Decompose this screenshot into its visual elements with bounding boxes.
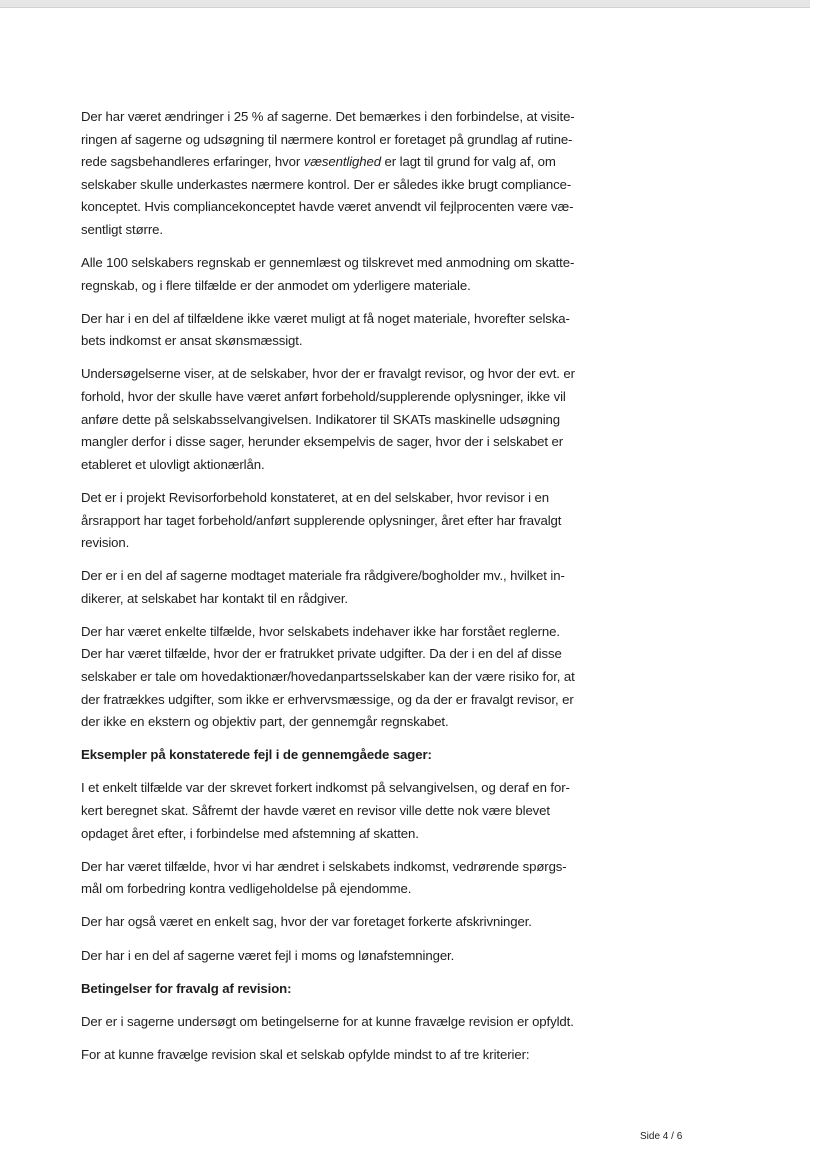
- text-line: [81, 621, 641, 644]
- text-segment: dikerer, at selskabet har kontakt til en rådgiver.: [81, 590, 348, 606]
- text-segment: Der har i en del af sagerne været fejl i moms og lønafstemninger.: [81, 947, 455, 963]
- text-segment: ringen af sagerne og udsøgning til nærmere kontrol er foretaget på grundlag af rutine-: [81, 131, 573, 147]
- paragraph: [81, 363, 641, 476]
- paragraph: [81, 856, 641, 901]
- text-line: [81, 856, 641, 879]
- paragraph: [81, 621, 641, 734]
- text-segment: Der har været tilfælde, hvor der er fratrukket private udgifter. Da der i en del af disse: [81, 646, 562, 662]
- text-line: [81, 219, 641, 242]
- text-segment: Eksempler på konstaterede fejl i de gennemgåede sager:: [81, 747, 432, 763]
- text-line: [81, 643, 641, 666]
- paragraph: [81, 1044, 641, 1067]
- text-line: [81, 1011, 641, 1034]
- text-line: [81, 744, 641, 767]
- text-segment: regnskab, og i flere tilfælde er der anmodet om yderligere materiale.: [81, 277, 471, 293]
- text-segment: bets indkomst er ansat skønsmæssigt.: [81, 333, 303, 349]
- text-segment: selskaber skulle underkastes nærmere kontrol. Der er således ikke brugt compliance-: [81, 176, 572, 192]
- text-segment: selskaber er tale om hovedaktionær/hovedanpartsselskaber kan der være risiko for, at: [81, 669, 575, 685]
- text-line: [81, 666, 641, 689]
- text-segment: I et enkelt tilfælde var der skrevet forkert indkomst på selvangivelsen, og deraf en for-: [81, 780, 570, 796]
- text-segment: er lagt til grund for valg af, om: [380, 154, 556, 170]
- text-line: [81, 588, 641, 611]
- text-segment: konceptet. Hvis compliancekonceptet havde været anvendt vil fejlprocenten være væ-: [81, 199, 574, 215]
- text-segment: Der har været ændringer i 25 % af sagerne. Det bemærkes i den forbindelse, at visite-: [81, 109, 575, 124]
- text-segment: mål om forbedring kontra vedligeholdelse på ejendomme.: [81, 881, 412, 897]
- text-segment: Alle 100 selskabers regnskab er gennemlæst og tilskrevet med anmodning om skatte-: [81, 255, 575, 271]
- text-segment: årsrapport har taget forbehold/anført supplerende oplysninger, året efter har fravalgt: [81, 512, 562, 528]
- text-line: [81, 1044, 641, 1067]
- scan-top-edge: [0, 0, 810, 8]
- text-line: [81, 330, 641, 353]
- text-segment: der ikke en ekstern og objektiv part, der gennemgår regnskabet.: [81, 714, 449, 730]
- text-line: [81, 510, 641, 533]
- text-segment: Der har i en del af tilfældene ikke været muligt at få noget materiale, hvorefter selska-: [81, 310, 570, 326]
- text-segment: Der har også været en enkelt sag, hvor der var foretaget forkerte afskrivninger.: [81, 914, 532, 930]
- text-segment: kert beregnet skat. Såfremt der havde været en revisor ville dette nok være blevet: [81, 803, 550, 819]
- text-line: [81, 363, 641, 386]
- paragraph: [81, 487, 641, 555]
- paragraph: [81, 777, 641, 845]
- text-line: [81, 252, 641, 275]
- text-line: [81, 129, 641, 152]
- text-line: [81, 409, 641, 432]
- text-line: [81, 431, 641, 454]
- text-segment: Der er i sagerne undersøgt om betingelserne for at kunne fravælge revision er opfyldt.: [81, 1013, 574, 1029]
- text-segment: etableret et ulovligt aktionærlån.: [81, 456, 265, 472]
- italic-text: væsentlighed: [303, 154, 381, 170]
- text-segment: sentligt større.: [81, 221, 163, 237]
- text-segment: forhold, hvor der skulle have været anført forbehold/supplerende oplysninger, ikke vil: [81, 389, 566, 405]
- text-line: [81, 532, 641, 555]
- scan-right-edge: [810, 0, 828, 1169]
- text-line: [81, 151, 641, 174]
- text-line: [81, 911, 641, 934]
- text-line: [81, 454, 641, 477]
- paragraph: [81, 911, 641, 934]
- text-line: [81, 174, 641, 197]
- text-segment: mangler derfor i disse sager, herunder eksempelvis de sager, hvor der i selskabet er: [81, 434, 563, 450]
- text-segment: der fratrækkes udgifter, som ikke er erhvervsmæssige, og da der er fravalgt revisor, er: [81, 691, 574, 707]
- text-segment: Der har været enkelte tilfælde, hvor selskabets indehaver ikke har forstået reglerne.: [81, 623, 560, 639]
- text-line: [81, 823, 641, 846]
- text-line: [81, 945, 641, 968]
- text-segment: For at kunne fravælge revision skal et selskab opfylde mindst to af tre kriterier:: [81, 1046, 530, 1062]
- text-segment: rede sagsbehandleres erfaringer, hvor: [81, 154, 304, 170]
- text-line: [81, 800, 641, 823]
- text-line: [81, 878, 641, 901]
- paragraph: [81, 252, 641, 297]
- text-segment: anføre dette på selskabsselvangivelsen. Indikatorer til SKATs maskinelle udsøgning: [81, 411, 561, 427]
- text-line: [81, 565, 641, 588]
- paragraph: [81, 1011, 641, 1034]
- text-segment: opdaget året efter, i forbindelse med afstemning af skatten.: [81, 825, 419, 841]
- text-line: [81, 711, 641, 734]
- text-line: [81, 386, 641, 409]
- text-line: [81, 106, 641, 129]
- text-segment: Der er i en del af sagerne modtaget materiale fra rådgivere/bogholder mv., hvilket in-: [81, 568, 565, 584]
- paragraph: [81, 308, 641, 353]
- text-segment: Det er i projekt Revisorforbehold konstateret, at en del selskaber, hvor revisor i en: [81, 489, 549, 505]
- text-line: [81, 978, 641, 1001]
- text-line: [81, 487, 641, 510]
- paragraph: [81, 565, 641, 610]
- page-number: Side 4 / 6: [640, 1131, 683, 1142]
- document-body: [81, 106, 641, 1077]
- paragraph: [81, 106, 641, 242]
- text-segment: Betingelser for fravalg af revision:: [81, 980, 292, 996]
- section-heading: [81, 978, 641, 1001]
- text-line: [81, 308, 641, 331]
- paragraph: [81, 945, 641, 968]
- text-line: [81, 196, 641, 219]
- text-segment: Undersøgelserne viser, at de selskaber, hvor der er fravalgt revisor, og hvor der evt. er: [81, 366, 575, 382]
- text-line: [81, 275, 641, 298]
- section-heading: [81, 744, 641, 767]
- text-line: [81, 777, 641, 800]
- text-line: [81, 689, 641, 712]
- text-segment: Der har været tilfælde, hvor vi har ændret i selskabets indkomst, vedrørende spørgs-: [81, 858, 567, 874]
- text-segment: revision.: [81, 535, 130, 551]
